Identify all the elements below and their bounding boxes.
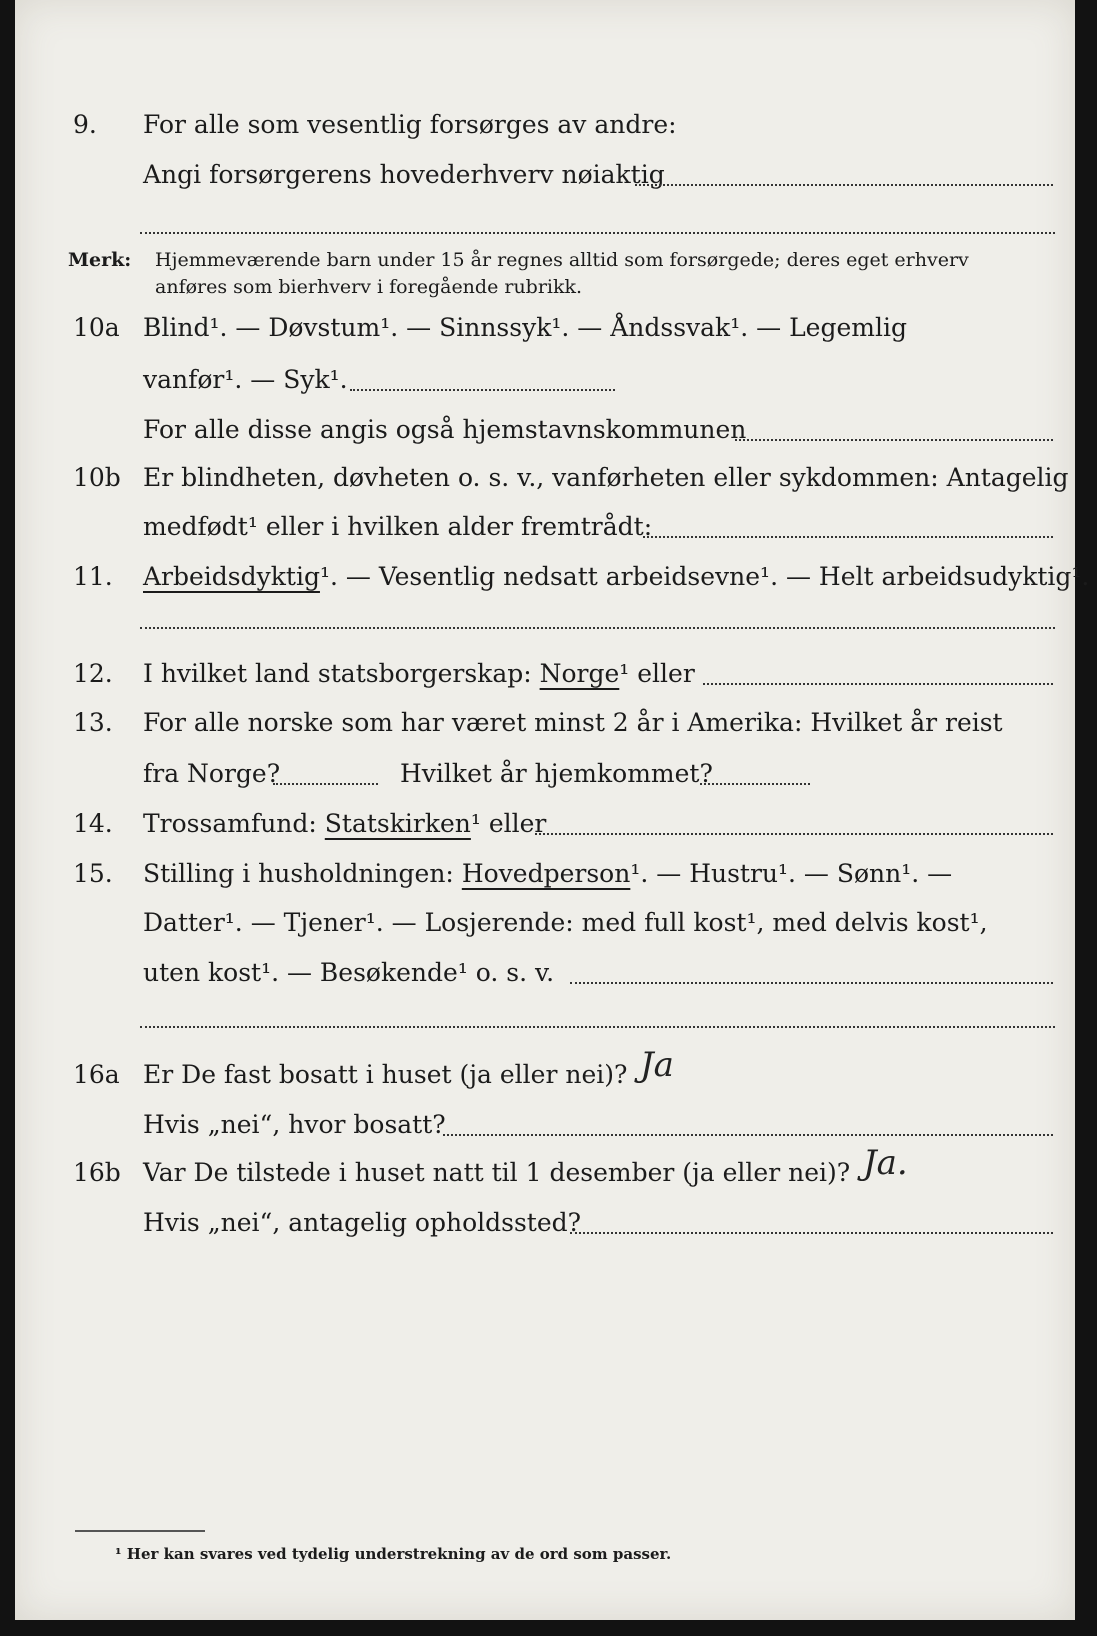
merk-text-2: anføres som bierhverv i foregående rubrikk. bbox=[155, 276, 583, 298]
q15-extra-field[interactable] bbox=[140, 1026, 1055, 1028]
q15-rest1: ¹. — Hustru¹. — Sønn¹. — bbox=[630, 859, 953, 888]
q9-occupation-field[interactable] bbox=[635, 182, 1053, 186]
footnote-rule bbox=[75, 1530, 205, 1532]
merk-line2 bbox=[15, 267, 1075, 307]
q12-label: I hvilket land statsborgerskap: bbox=[143, 659, 532, 688]
q13-line1 bbox=[15, 703, 1075, 743]
q13-text-1: For alle norske som har været minst 2 år i Amerika: Hvilket år reist bbox=[143, 708, 1003, 737]
q13-returned-label: Hvilket år hjemkommet? bbox=[400, 759, 713, 788]
merk-text-1: Hjemmeværende barn under 15 år regnes alltid som forsørgede; deres eget erhverv bbox=[155, 249, 969, 271]
q13-departed-field[interactable] bbox=[273, 781, 378, 785]
q15-number: 15. bbox=[73, 859, 113, 888]
q9-number: 9. bbox=[73, 110, 97, 139]
q12-text bbox=[143, 654, 695, 694]
q9-occupation-label: Angi forsørgerens hovederhverv nøiaktig bbox=[143, 160, 665, 189]
q10a-text-1: Blind¹. — Døvstum¹. — Sinnssyk¹. — Åndssvak¹. — Legemlig bbox=[143, 313, 907, 342]
q10a-line1 bbox=[15, 308, 1075, 348]
q10a-line2 bbox=[15, 360, 1075, 400]
q15-text-2: Datter¹. — Tjener¹. — Losjerende: med full kost¹, med delvis kost¹, bbox=[143, 908, 988, 937]
q16a-number: 16a bbox=[73, 1060, 120, 1089]
q13-returned-field[interactable] bbox=[700, 781, 810, 785]
q14-other-field[interactable] bbox=[535, 831, 1053, 835]
q16b-question: Var De tilstede i huset natt til 1 desember (ja eller nei)? bbox=[143, 1158, 851, 1187]
q14-text bbox=[143, 804, 546, 844]
q12-option-norge[interactable]: Norge bbox=[539, 659, 620, 688]
q16b-number: 16b bbox=[73, 1158, 121, 1187]
q16b-place-label: Hvis „nei“, antagelig opholdssted? bbox=[143, 1208, 582, 1237]
q11-option-arbeidsdyktig[interactable]: Arbeidsdyktig bbox=[143, 562, 320, 591]
q10a-municipality-field[interactable] bbox=[735, 437, 1053, 441]
q10b-text-1: Er blindheten, døvheten o. s. v., vanførheten eller sykdommen: Antagelig bbox=[143, 463, 1069, 492]
q16a-where-field[interactable] bbox=[443, 1132, 1053, 1136]
q15-line2 bbox=[15, 903, 1075, 943]
q10a-text-3: For alle disse angis også hjemstavnskommunen bbox=[143, 415, 747, 444]
q15-line3 bbox=[15, 953, 1075, 993]
footnote: ¹ Her kan svares ved tydelig understrekning av de ord som passer. bbox=[115, 1545, 672, 1563]
q16a-handwritten-answer: Ja bbox=[640, 1045, 674, 1085]
q14-line bbox=[15, 804, 1075, 844]
q9-extra-field[interactable] bbox=[140, 232, 1055, 234]
q12-other-country-field[interactable] bbox=[703, 681, 1053, 685]
q14-label: Trossamfund: bbox=[143, 809, 317, 838]
merk-label: Merk: bbox=[68, 249, 132, 271]
q10b-age-field[interactable] bbox=[643, 534, 1053, 538]
q12-line bbox=[15, 654, 1075, 694]
q10b-line1 bbox=[15, 458, 1075, 498]
q10a-text-2: vanfør¹. — Syk¹. bbox=[143, 365, 348, 394]
q13-departed-label: fra Norge? bbox=[143, 759, 281, 788]
q12-number: 12. bbox=[73, 659, 113, 688]
q10b-line2 bbox=[15, 507, 1075, 547]
q9-line1 bbox=[15, 105, 1075, 145]
q16a-line2 bbox=[15, 1105, 1075, 1145]
q11-number: 11. bbox=[73, 562, 113, 591]
q11-extra-field[interactable] bbox=[140, 627, 1055, 629]
q16a-line1 bbox=[15, 1045, 1075, 1095]
q9-line2 bbox=[15, 155, 1075, 195]
q13-number: 13. bbox=[73, 708, 113, 737]
q9-text: For alle som vesentlig forsørges av andre: bbox=[143, 110, 677, 139]
q15-other-field[interactable] bbox=[570, 980, 1053, 984]
q10a-number: 10a bbox=[73, 313, 120, 342]
q14-number: 14. bbox=[73, 809, 113, 838]
q15-text-1 bbox=[143, 854, 952, 894]
q11-rest: ¹. — Vesentlig nedsatt arbeidsevne¹. — Helt arbeidsudyktig¹. bbox=[319, 562, 1090, 591]
q15-option-hovedperson[interactable]: Hovedperson bbox=[461, 859, 631, 888]
q15-line1 bbox=[15, 854, 1075, 894]
q15-label: Stilling i husholdningen: bbox=[143, 859, 454, 888]
q16b-place-field[interactable] bbox=[570, 1230, 1053, 1234]
q11-text bbox=[143, 557, 1089, 597]
q13-line2 bbox=[15, 754, 1075, 794]
q14-post: ¹ eller bbox=[470, 809, 547, 838]
q10b-text-2: medfødt¹ eller i hvilken alder fremtrådt: bbox=[143, 512, 653, 541]
census-form-page bbox=[15, 0, 1090, 1620]
q10b-number: 10b bbox=[73, 463, 121, 492]
q16b-handwritten-answer: Ja. bbox=[863, 1143, 908, 1183]
q12-post: ¹ eller bbox=[619, 659, 695, 688]
q16a-where-label: Hvis „nei“, hvor bosatt? bbox=[143, 1110, 446, 1139]
q16b-line1 bbox=[15, 1143, 1075, 1193]
q16a-question: Er De fast bosatt i huset (ja eller nei)? bbox=[143, 1060, 628, 1089]
q15-text-3: uten kost¹. — Besøkende¹ o. s. v. bbox=[143, 958, 555, 987]
q10a-line3 bbox=[15, 410, 1075, 450]
q10a-sick-field[interactable] bbox=[350, 387, 615, 391]
q16b-line2 bbox=[15, 1203, 1075, 1243]
q14-option-statskirken[interactable]: Statskirken bbox=[324, 809, 471, 838]
q11-line bbox=[15, 557, 1090, 597]
